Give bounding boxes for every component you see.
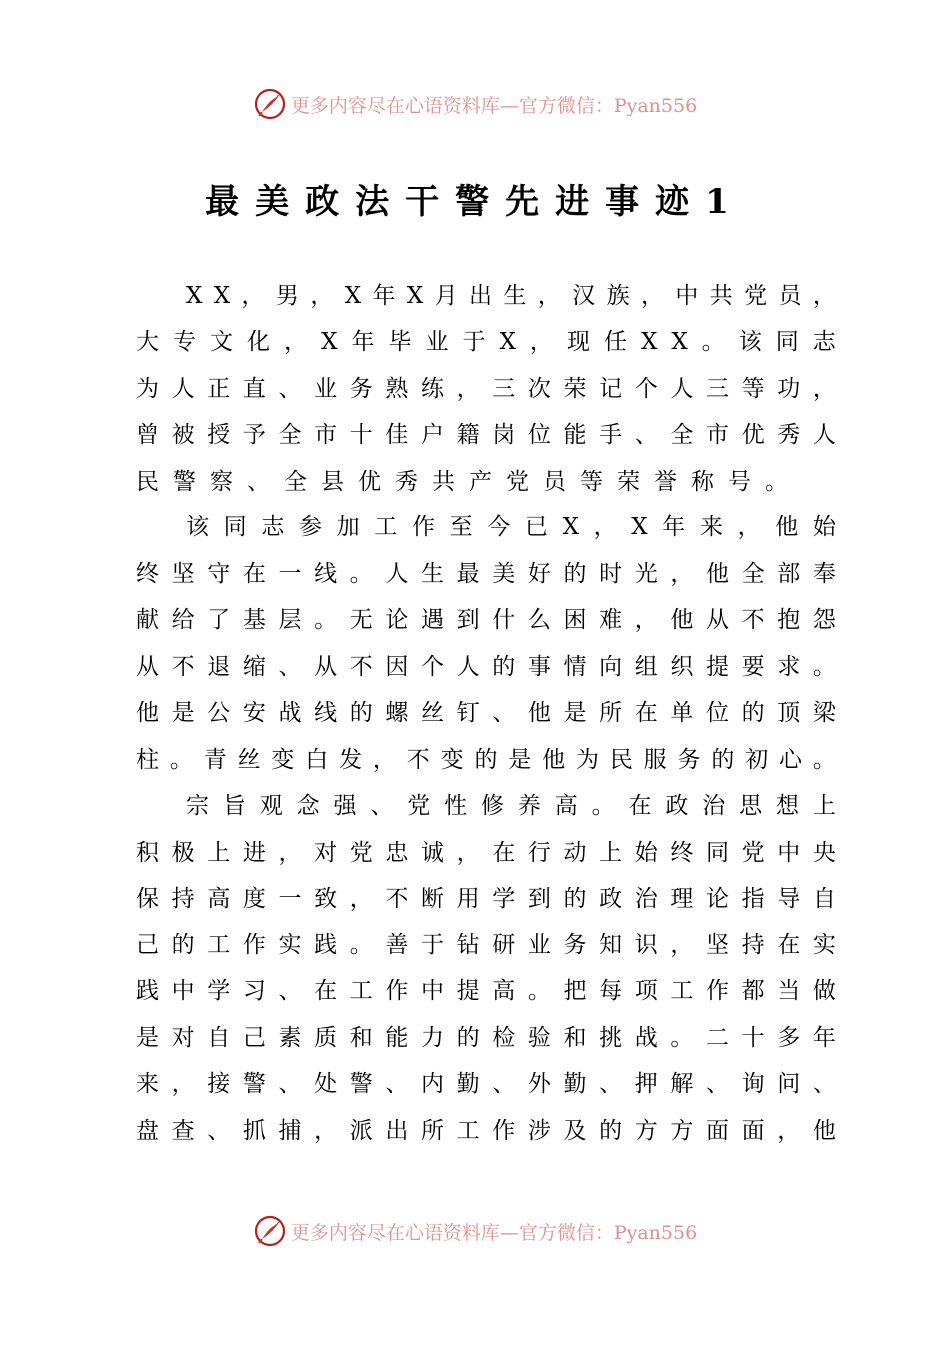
- footer-watermark: [0, 1211, 950, 1251]
- body-line: 民警察、全县优秀共产党员等荣誉称号。: [136, 469, 802, 495]
- body-line: 践 中 学 习 、 在 工 作 中 提 高 。 把 每 项 工 作 都 当 做: [136, 978, 836, 1004]
- watermark-text: 更多内容尽在心语资料库—官方微信：Pyan556: [290, 94, 698, 117]
- body-line: 大 专 文 化 ， X 年 毕 业 于 X ， 现 任 X X 。 该 同 志: [136, 329, 836, 355]
- quill-pen-logo-icon: [253, 1214, 287, 1248]
- body-line: 献 给 了 基 层 。 无 论 遇 到 什 么 困 难 ， 他 从 不 抱 怨: [136, 607, 836, 633]
- body-line: 来 ， 接 警 、 处 警 、 内 勤 、 外 勤 、 押 解 、 询 问 、: [136, 1071, 836, 1097]
- watermark-text: 更多内容尽在心语资料库—官方微信：Pyan556: [290, 1221, 698, 1244]
- document-title: 最美政法干警先进事迹1: [205, 182, 745, 222]
- body-line: 积 极 上 进 ， 对 党 忠 诚 ， 在 行 动 上 始 终 同 党 中 央: [136, 840, 836, 866]
- body-line: X X ， 男 ， X 年 X 月 出 生 ， 汉 族 ， 中 共 党 员 ，: [186, 283, 836, 309]
- body-line: 宗 旨 观 念 强 、 党 性 修 养 高 。 在 政 治 思 想 上: [186, 793, 836, 819]
- body-line: 终 坚 守 在 一 线 。 人 生 最 美 好 的 时 光 ， 他 全 部 奉: [136, 561, 836, 587]
- body-line: 他 是 公 安 战 线 的 螺 丝 钉 、 他 是 所 在 单 位 的 顶 梁: [136, 700, 836, 726]
- quill-pen-logo-icon: [253, 87, 287, 121]
- body-line: 该 同 志 参 加 工 作 至 今 已 X ， X 年 来 ， 他 始: [186, 514, 836, 540]
- body-line: 盘 查 、 抓 捕 ， 派 出 所 工 作 涉 及 的 方 方 面 面 ， 他: [136, 1118, 836, 1144]
- body-line: 保 持 高 度 一 致 ， 不 断 用 学 到 的 政 治 理 论 指 导 自: [136, 886, 836, 912]
- body-line: 是 对 自 己 素 质 和 能 力 的 检 验 和 挑 战 。 二 十 多 年: [136, 1025, 836, 1051]
- body-line: 柱 。 青 丝 变 白 发 ， 不 变 的 是 他 为 民 服 务 的 初 心 。: [136, 747, 836, 773]
- body-line: 曾 被 授 予 全 市 十 佳 户 籍 岗 位 能 手 、 全 市 优 秀 人: [136, 422, 836, 448]
- body-line: 己 的 工 作 实 践 。 善 于 钻 研 业 务 知 识 ， 坚 持 在 实: [136, 932, 836, 958]
- header-watermark: [0, 84, 950, 124]
- body-line: 为 人 正 直 、 业 务 熟 练 ， 三 次 荣 记 个 人 三 等 功 ，: [136, 376, 836, 402]
- body-line: 从 不 退 缩 、 从 不 因 个 人 的 事 情 向 组 织 提 要 求 。: [136, 654, 836, 680]
